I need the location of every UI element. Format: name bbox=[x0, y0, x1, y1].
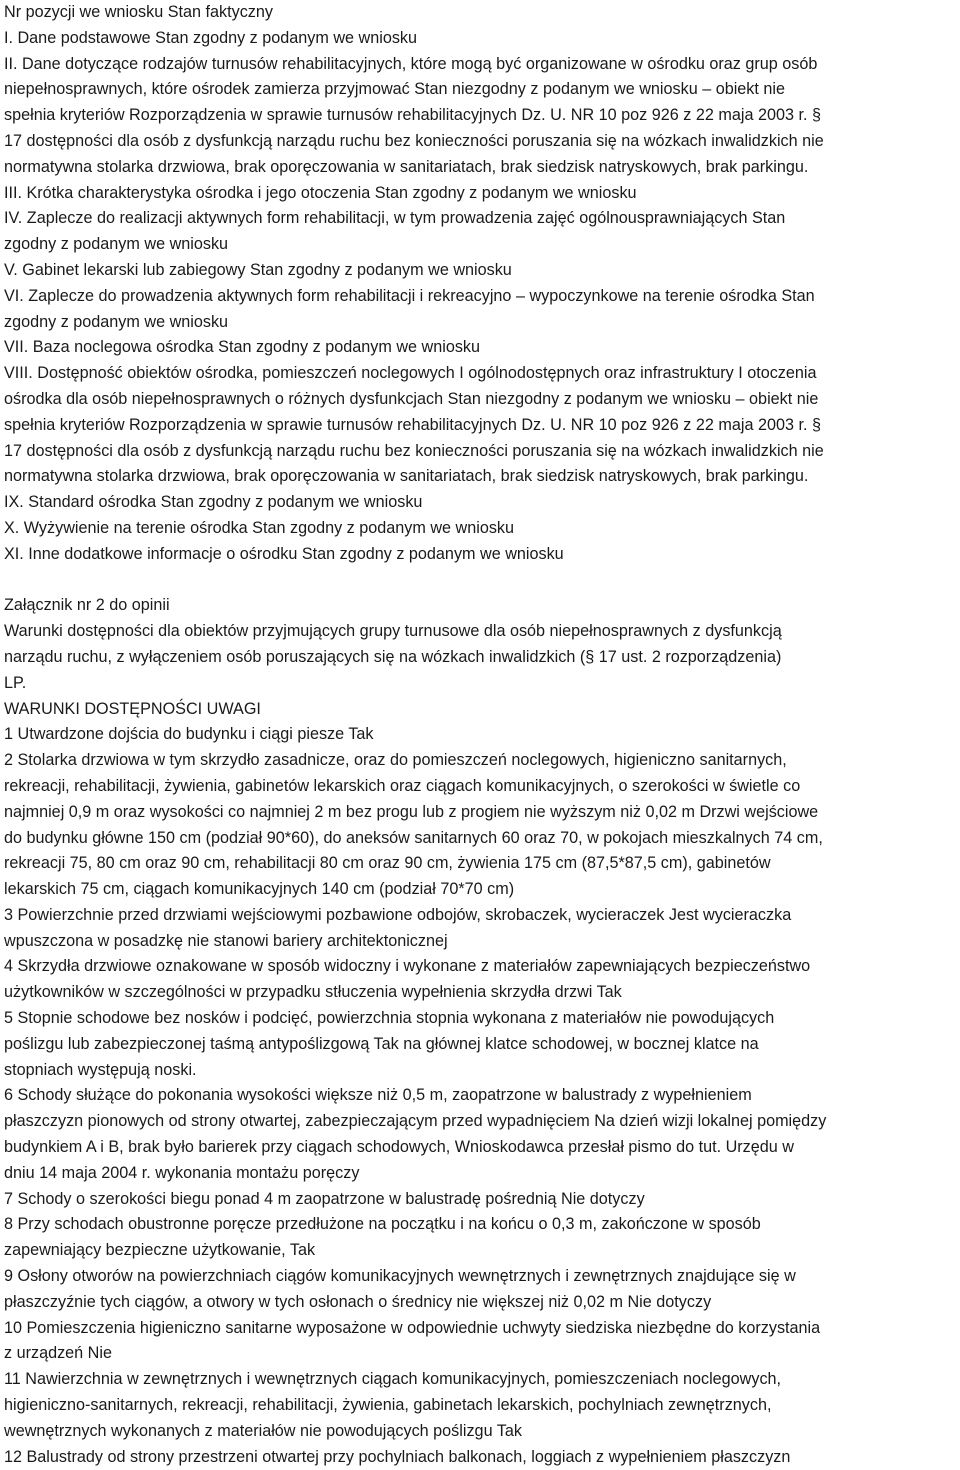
text-line: WARUNKI DOSTĘPNOŚCI UWAGI bbox=[4, 699, 261, 718]
text-line: zgodny z podanym we wniosku bbox=[4, 235, 229, 254]
text-line: 9 Osłony otworów na powierzchniach ciągów komunikacyjnych wewnętrznych i zewnętrznych znajdujące się w bbox=[4, 1267, 796, 1286]
text-line: zapewniający bezpieczne użytkowanie, Tak bbox=[4, 1241, 316, 1260]
text-line: do budynku główne 150 cm (podział 90*60), do aneksów sanitarnych 60 oraz 70, w pokojach mieszkalnych 74 cm, bbox=[4, 828, 823, 847]
text-line: higieniczno-sanitarnych, rekreacji, rehabilitacji, żywienia, gabinetach lekarskich, pochylniach zewnętrznych, bbox=[4, 1396, 772, 1415]
text-line: 7 Schody o szerokości biegu ponad 4 m zaopatrzone w balustradę pośrednią Nie dotyczy bbox=[4, 1189, 645, 1208]
text-line: III. Krótka charakterystyka ośrodka i jego otoczenia Stan zgodny z podanym we wniosku bbox=[4, 183, 637, 202]
text-line: najmniej 0,9 m oraz wysokości co najmniej 2 m bez progu lub z progiem nie wyższym niż 0,02 m Drzwi wejściowe bbox=[4, 802, 819, 821]
text-line: rekreacji, rehabilitacji, żywienia, gabinetów lekarskich oraz ciągach komunikacyjnych, o szerokości w świetle co bbox=[4, 776, 801, 795]
text-line: 4 Skrzydła drzwiowe oznakowane w sposób widoczny i wykonane z materiałów zapewniających bezpieczeństwo bbox=[4, 957, 811, 976]
text-line: 6 Schody służące do pokonania wysokości większe niż 0,5 m, zaopatrzone w balustrady z wypełnieniem bbox=[4, 1086, 752, 1105]
text-line: dniu 14 maja 2004 r. wykonania montażu poręczy bbox=[4, 1163, 360, 1182]
text-line: spełnia kryteriów Rozporządzenia w sprawie turnusów rehabilitacyjnych Dz. U. NR 10 poz 926 z 22 maja 2003 r. § bbox=[4, 106, 821, 125]
text-line: LP. bbox=[4, 673, 27, 692]
text-line: IX. Standard ośrodka Stan zgodny z podanym we wniosku bbox=[4, 493, 423, 512]
text-line: IV. Zaplecze do realizacji aktywnych form rehabilitacji, w tym prowadzenia zajęć ogólnousprawniających Stan bbox=[4, 209, 786, 228]
text-line: użytkowników w szczególności w przypadku stłuczenia wypełnienia skrzydła drzwi Tak bbox=[4, 983, 622, 1002]
text-line: Załącznik nr 2 do opinii bbox=[4, 596, 170, 615]
text-line: VIII. Dostępność obiektów ośrodka, pomieszczeń noclegowych I ogólnodostępnych oraz infrastruktury I otoczenia bbox=[4, 364, 817, 383]
text-line: zgodny z podanym we wniosku bbox=[4, 312, 229, 331]
text-line: 2 Stolarka drzwiowa w tym skrzydło zasadnicze, oraz do pomieszczeń noclegowych, higieniczno sanitarnych, bbox=[4, 751, 787, 770]
text-line: 8 Przy schodach obustronne poręcze przedłużone na początku i na końcu o 0,3 m, zakończone w sposób bbox=[4, 1215, 761, 1234]
text-line: wpuszczona w posadzkę nie stanowi bariery architektonicznej bbox=[4, 931, 448, 950]
text-line: VII. Baza noclegowa ośrodka Stan zgodny z podanym we wniosku bbox=[4, 338, 481, 357]
text-line: V. Gabinet lekarski lub zabiegowy Stan zgodny z podanym we wniosku bbox=[4, 260, 512, 279]
text-line: I. Dane podstawowe Stan zgodny z podanym we wniosku bbox=[4, 28, 418, 47]
text-line: budynkiem A i B, brak było barierek przy ciągach schodowych, Wnioskodawca przesłał pismo do tut. Urzędu w bbox=[4, 1138, 794, 1157]
text-line: rekreacji 75, 80 cm oraz 90 cm, rehabilitacji 80 cm oraz 90 cm, żywienia 175 cm (87,5*87,5 cm), gabinetów bbox=[4, 854, 771, 873]
blank-line bbox=[4, 568, 954, 594]
text-line: płaszczyźnie tych ciągów, a otwory w tych osłonach o średnicy nie większej niż 0,02 m Nie dotyczy bbox=[4, 1292, 712, 1311]
text-line: spełnia kryteriów Rozporządzenia w sprawie turnusów rehabilitacyjnych Dz. U. NR 10 poz 926 z 22 maja 2003 r. § bbox=[4, 415, 821, 434]
text-line: 5 Stopnie schodowe bez nosków i podcięć, powierzchnia stopnia wykonana z materiałów nie powodujących bbox=[4, 1009, 775, 1028]
text-line: normatywna stolarka drzwiowa, brak oporęczowania w sanitariatach, brak siedzisk natryskowych, brak parkingu. bbox=[4, 467, 809, 486]
text-line: ośrodka dla osób niepełnosprawnych o różnych dysfunkcjach Stan niezgodny z podanym we wniosku – obiekt nie bbox=[4, 389, 819, 408]
text-line: Warunki dostępności dla obiektów przyjmujących grupy turnusowe dla osób niepełnosprawnych z dysfunkcją bbox=[4, 622, 782, 641]
text-line: normatywna stolarka drzwiowa, brak oporęczowania w sanitariatach, brak siedzisk natryskowych, brak parkingu. bbox=[4, 157, 809, 176]
text-line: 10 Pomieszczenia higieniczno sanitarne wyposażone w odpowiednie uchwyty siedziska niezbędne do korzystania bbox=[4, 1318, 821, 1337]
text-line: wewnętrznych wykonanych z materiałów nie powodujących poślizgu Tak bbox=[4, 1421, 522, 1440]
text-line: 1 Utwardzone dojścia do budynku i ciągi piesze Tak bbox=[4, 725, 374, 744]
text-line: 11 Nawierzchnia w zewnętrznych i wewnętrznych ciągach komunikacyjnych, pomieszczeniach noclegowych, bbox=[4, 1370, 782, 1389]
text-line: X. Wyżywienie na terenie ośrodka Stan zgodny z podanym we wniosku bbox=[4, 518, 515, 537]
text-line: VI. Zaplecze do prowadzenia aktywnych form rehabilitacji i rekreacyjno – wypoczynkowe na terenie ośrodka Stan bbox=[4, 286, 815, 305]
text-line: Nr pozycji we wniosku Stan faktyczny bbox=[4, 3, 273, 21]
text-line: narządu ruchu, z wyłączeniem osób poruszających się na wózkach inwalidzkich (§ 17 ust. 2 rozporządzenia) bbox=[4, 647, 782, 666]
text-line: płaszczyzn pionowych od strony otwartej, zabezpieczającym przed wypadnięciem Na dzień wizji lokalnej pomiędzy bbox=[4, 1112, 827, 1131]
text-line: lekarskich 75 cm, ciągach komunikacyjnych 140 cm (podział 70*70 cm) bbox=[4, 880, 515, 899]
text-line: z urządzeń Nie bbox=[4, 1344, 112, 1363]
text-line: poślizgu lub zabezpieczonej taśmą antypoślizgową Tak na głównej klatce schodowej, w bocznej klatce na bbox=[4, 1034, 759, 1053]
text-line: 17 dostępności dla osób z dysfunkcją narządu ruchu bez konieczności poruszania się na wózkach inwalidzkich nie bbox=[4, 441, 824, 460]
text-line: II. Dane dotyczące rodzajów turnusów rehabilitacyjnych, które mogą być organizowane w ośrodku oraz grup osób bbox=[4, 54, 818, 73]
text-line: XI. Inne dodatkowe informacje o ośrodku Stan zgodny z podanym we wniosku bbox=[4, 544, 564, 563]
text-line: 17 dostępności dla osób z dysfunkcją narządu ruchu bez konieczności poruszania się na wózkach inwalidzkich nie bbox=[4, 131, 824, 150]
text-line: 12 Balustrady od strony przestrzeni otwartej przy pochylniach balkonach, loggiach z wypełnieniem płaszczyzn bbox=[4, 1447, 791, 1466]
text-line: 3 Powierzchnie przed drzwiami wejściowymi pozbawione odbojów, skrobaczek, wycieraczek Jest wycieraczka bbox=[4, 905, 792, 924]
text-line: niepełnosprawnych, które ośrodek zamierza przyjmować Stan niezgodny z podanym we wniosku – obiekt nie bbox=[4, 80, 785, 99]
text-line: stopniach występują noski. bbox=[4, 1060, 197, 1079]
